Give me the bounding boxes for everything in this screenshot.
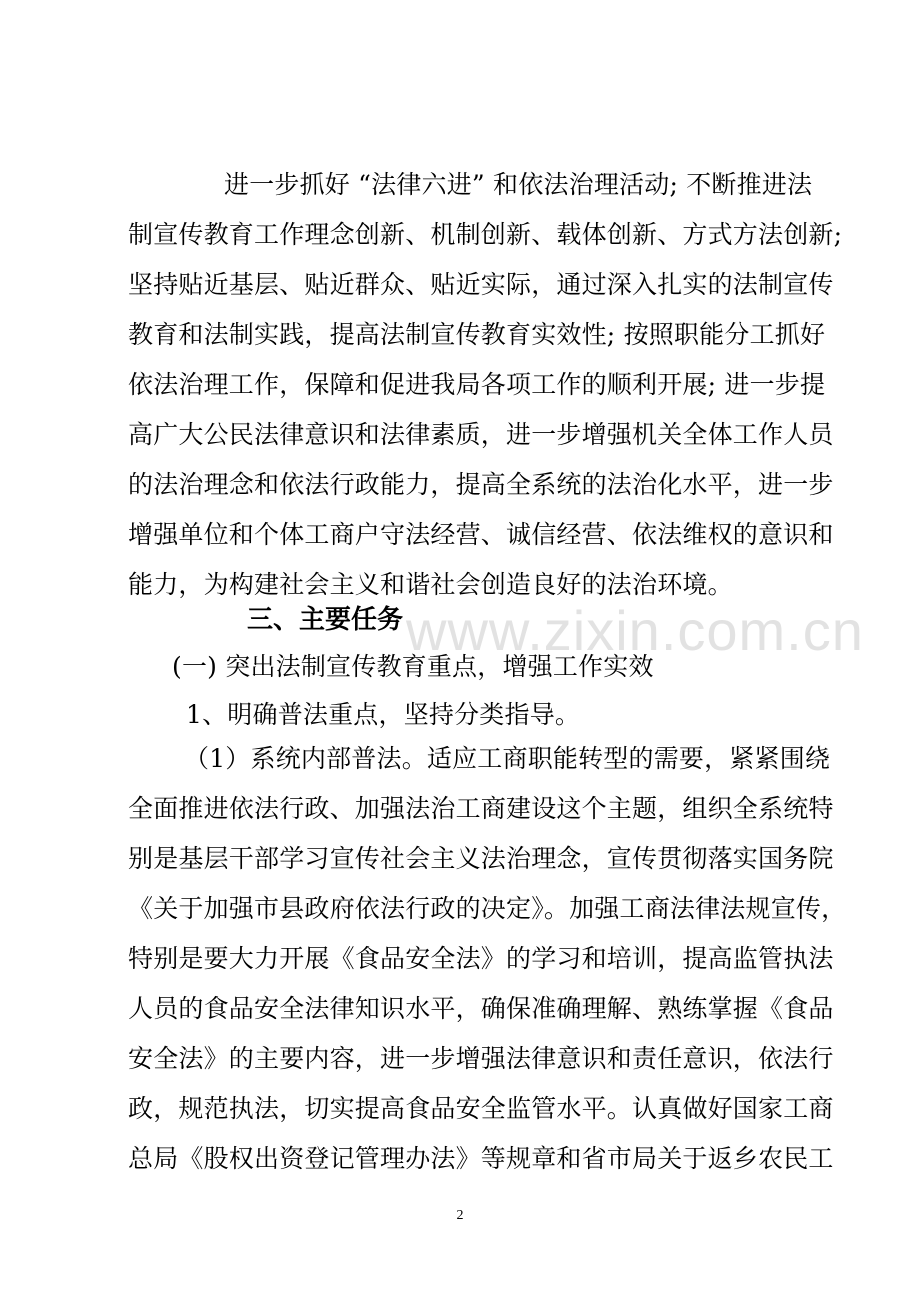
text-line: 特别是要大力开展《食品安全法》的学习和培训，提高监管执法 xyxy=(128,944,834,973)
text-line: 进一步抓好 “法律六进” 和依法治理活动; 不断推进法 xyxy=(224,170,813,199)
item-heading xyxy=(186,690,866,740)
text-line: 的法治理念和依法行政能力，提高全系统的法治化水平，进一步 xyxy=(128,470,834,499)
text-line: 总局《股权出资登记管理办法》等规章和省市局关于返乡农民工 xyxy=(128,1144,834,1173)
text-line: 人员的食品安全法律知识水平，确保准确理解、熟练掌握《食品 xyxy=(128,994,834,1023)
subheading xyxy=(172,642,852,692)
text-line: 制宣传教育工作理念创新、机制创新、载体创新、方式方法创新; xyxy=(128,220,843,249)
text-line: 全面推进依法行政、加强法治工商建设这个主题，组织全系统特 xyxy=(128,794,834,823)
text-line: 依法治理工作，保障和促进我局各项工作的顺利开展; 进一步提 xyxy=(128,370,826,399)
subheading-text: (一) 突出法制宣传教育重点，增强工作实效 xyxy=(172,652,654,681)
text-line: 别是基层干部学习宣传社会主义法治理念，宣传贯彻落实国务院 xyxy=(128,844,834,873)
text-line: 坚持贴近基层、贴近群众、贴近实际，通过深入扎实的法制宣传 xyxy=(128,270,834,299)
text-line: 政，规范执法，切实提高食品安全监管水平。认真做好国家工商 xyxy=(128,1094,834,1123)
page-number: 2 xyxy=(456,1208,464,1223)
paragraph-goals xyxy=(128,160,843,610)
text-line: （1）系统内部普法。适应工商职能转型的需要，紧紧围绕 xyxy=(184,744,831,773)
text-line: 高广大公民法律意识和法律素质，进一步增强机关全体工作人员 xyxy=(128,420,834,449)
text-line: 能力，为构建社会主义和谐社会创造良好的法治环境。 xyxy=(128,570,733,599)
item-heading-text: 1、明确普法重点，坚持分类指导。 xyxy=(186,700,581,729)
paragraph-internal xyxy=(128,734,847,1184)
text-line: 教育和法制实践，提高法制宣传教育实效性; 按照职能分工抓好 xyxy=(128,320,826,349)
text-line: 安全法》的主要内容，进一步增强法律意识和责任意识，依法行 xyxy=(128,1044,834,1073)
text-line: 《关于加强市县政府依法行政的决定》。加强工商法律法规宣传， xyxy=(128,894,847,923)
watermark: www.zixin.com.cn xyxy=(406,599,864,662)
text-line: 增强单位和个体工商户守法经营、诚信经营、依法维权的意识和 xyxy=(128,520,834,549)
section-heading: 三、主要任务 xyxy=(247,605,404,635)
